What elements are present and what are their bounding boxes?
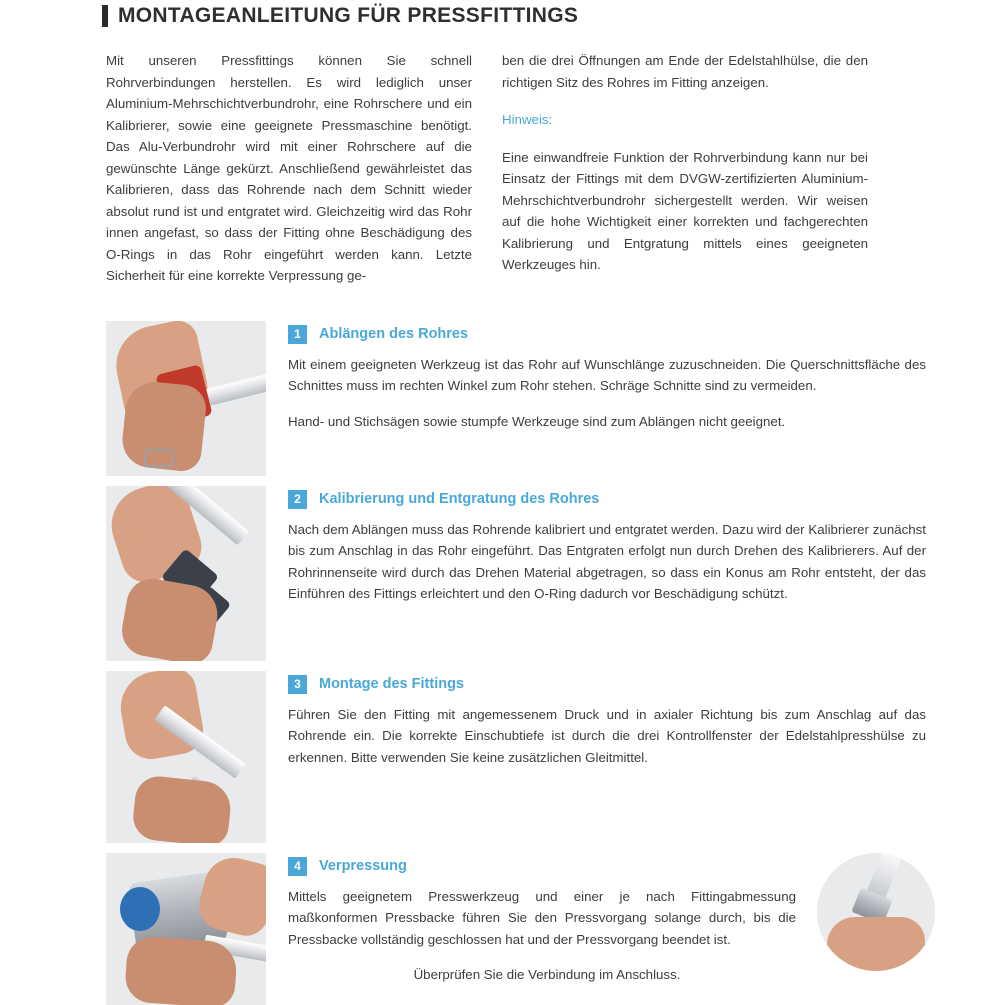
steps-list xyxy=(106,321,936,1005)
step-item xyxy=(106,853,936,1005)
step-2-image xyxy=(106,486,266,661)
step-4-image xyxy=(106,853,266,1005)
step-3-paragraph-1: Führen Sie den Fitting mit angemessenem Druck und in axialer Richtung bis zum Anschlag auf das Rohrende ein. Die korrekte Einschubtiefe ist durch die drei Kontrollfenster der Edelstahlpresshülse zu erkennen. Bitte verwenden Sie keine zusätzlichen Gleitmittel. xyxy=(288,706,926,765)
page-title: MONTAGEANLEITUNG FÜR PRESSFITTINGS xyxy=(118,4,579,27)
step-2-body xyxy=(288,486,936,661)
note-body: Eine einwandfreie Funktion der Rohrverbindung kann nur bei Einsatz der Fittings mit dem DVGW-zertifizierten Aluminium-Mehrschichtverbundrohr sichergestellt werden. Wir weisen auf die hohe Wichtigkeit einer korrekten und fachgerechten Kalibrierung und Entgratung mittels eines geeigneten Werkzeuges hin. xyxy=(502,149,868,272)
step-2-title: Kalibrierung und Entgratung des Rohres xyxy=(319,491,600,507)
step-3-header xyxy=(288,675,936,694)
step-3-title: Montage des Fittings xyxy=(319,676,464,692)
step-1-image xyxy=(106,321,266,476)
intro-left-text: Mit unseren Pressfittings können Sie schnell Rohrverbindungen herstellen. Es wird lediglich unser Aluminium-Mehrschichtverbundrohr, eine Rohrschere und ein Kalibrierer, sowie eine geeignete Pressmaschine benötigt. Das Alu-Verbundrohr wird mit einer Rohrschere auf die gewünschte Länge gekürzt. Anschließend gewährleistet das Kalibrieren, dass das Rohrende nach dem Schnitt wieder absolut rund ist und entgratet wird. Gleichzeitig wird das Rohr innen angefast, so dass der Fitting ohne Beschädigung des O-Rings in das Rohr eingeführt werden kann. Letzte Sicherheit für eine korrekte Verpressung ge- xyxy=(106,53,472,283)
step-4-body xyxy=(288,853,936,1005)
hand-shape-lower xyxy=(124,935,238,1005)
step-1-title: Ablängen des Rohres xyxy=(319,326,469,342)
step-item xyxy=(106,671,936,843)
step-3-number: 3 xyxy=(288,675,307,694)
step-3-image xyxy=(106,671,266,843)
hand-shape xyxy=(827,917,925,971)
step-4-number: 4 xyxy=(288,857,307,876)
hand-shape-lower xyxy=(131,774,233,843)
step-item xyxy=(106,486,936,661)
step-1-paragraph-2: Hand- und Stichsägen sowie stumpfe Werkzeuge sind zum Ablängen nicht geeignet. xyxy=(288,413,786,429)
clip-shape xyxy=(144,449,174,467)
step-2-header xyxy=(288,490,936,509)
step-3-body xyxy=(288,671,936,843)
step-4-paragraph-1: Mittels geeignetem Presswerkzeug und einer je nach Fittingabmessung maßkonformen Pressbacke führen Sie den Pressvorgang solange durch, bis die Pressbacke vollständig geschlossen hat und der Pressvorgang beendet ist. xyxy=(288,888,796,947)
step-2-paragraph-1: Nach dem Ablängen muss das Rohrende kalibriert und entgratet werden. Dazu wird der Kalibrierer zunächst bis zum Anschlag in das Rohr eingeführt. Das Entgraten erfolgt nun durch Drehen des Kalibrierers. Auf der Rohrinnenseite wird durch das Drehen Material abgetragen, so dass ein Konus am Rohr entsteht, der das Einführen des Fittings erleichtert und den O-Ring dadurch vor Beschädigung schützt. xyxy=(288,521,926,601)
intro-left-column xyxy=(106,50,472,303)
step-1-paragraph-1: Mit einem geeigneten Werkzeug ist das Rohr auf Wunschlänge zuzuschneiden. Die Querschnittsfläche des Schnittes muss im rechten Winkel zum Rohr stehen. Schräge Schnitte sind zu vermeiden. xyxy=(288,356,926,393)
step-2-number: 2 xyxy=(288,490,307,509)
intro-right-text: ben die drei Öffnungen am Ende der Edelstahlhülse, die den richtigen Sitz des Rohres im Fitting anzeigen. xyxy=(502,53,868,90)
step-1-number: 1 xyxy=(288,325,307,344)
intro-right-column xyxy=(502,50,868,303)
page-header xyxy=(102,0,936,28)
step-4-closing-text: Überprüfen Sie die Verbindung im Anschluss. xyxy=(413,967,681,982)
step-4-inset-image xyxy=(817,853,935,971)
step-item xyxy=(106,321,936,476)
step-1-header xyxy=(288,325,936,344)
intro-section xyxy=(106,50,928,303)
press-jaw-shape xyxy=(120,887,160,931)
step-4-title: Verpressung xyxy=(319,858,407,874)
step-1-body xyxy=(288,321,936,476)
header-accent-bar xyxy=(102,5,108,27)
note-title: Hinweis: xyxy=(502,112,553,127)
